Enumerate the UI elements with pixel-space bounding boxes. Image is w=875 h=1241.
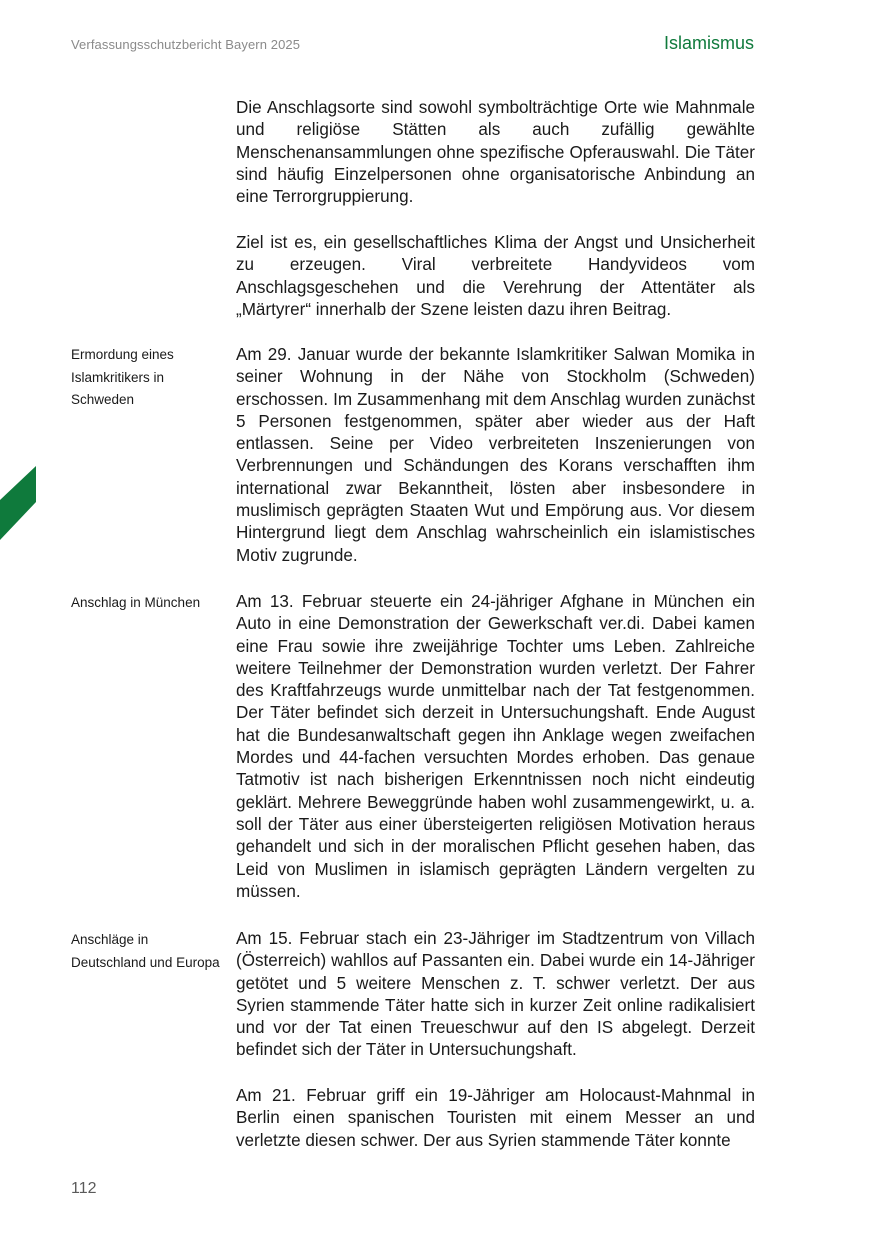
paragraph-berlin xyxy=(236,1085,755,1152)
paragraph-momika xyxy=(236,344,755,567)
paragraph-text: Die Anschlagsorte sind sowohl symbolträchtige Orte wie Mahnmale und religiöse Stätten als auch zufällig gewählte Menschenansammlungen ohne spezifische Opferauswahl. Die Täter sind häufig Einzelpersonen ohne organisatorische Anbindung an eine Terrorgruppierung. xyxy=(236,98,755,207)
margin-note-muenchen: Anschlag in München xyxy=(71,595,201,610)
margin-note-schweden: Ermordung eines Islamkritikers in Schweden xyxy=(71,347,174,407)
margin-note-europa: Anschläge in Deutschland und Europa xyxy=(71,932,220,970)
paragraph-text: Am 21. Februar griff ein 19-Jähriger am Holocaust-Mahnmal in Berlin einen spanischen Touristen mit einem Messer an und verletzte diesen schwer. Der aus Syrien stammende Täter konnte xyxy=(236,1086,755,1150)
running-header: Verfassungsschutzbericht Bayern 2025 xyxy=(71,37,301,52)
paragraph-text: Am 29. Januar wurde der bekannte Islamkritiker Salwan Momika in seiner Wohnung in der Nähe von Stockholm (Schweden) erschossen. Im Zusammenhang mit dem Anschlag wurden zunächst 5 Personen festgenommen, später aber wieder aus der Haft entlassen. Seine per Video verbreiteten Inszenierungen von Verbrennungen und Schändungen des Korans verschafften ihm international zwar Bekanntheit, lösten aber insbesondere in muslimisch geprägten Staaten Wut und Empörung aus. Vor diesem Hintergrund liegt dem Anschlag wahrscheinlich ein islamistisches Motiv zugrunde. xyxy=(236,345,755,565)
paragraph-anschlagsorte xyxy=(236,97,755,208)
paragraph-muenchen xyxy=(236,591,755,903)
paragraph-text: Am 15. Februar stach ein 23-Jähriger im Stadtzentrum von Villach (Österreich) wahllos auf Passanten ein. Dabei wurde ein 14-Jähriger getötet und 5 weitere Menschen z. T. schwer verletzt. Der aus Syrien stammende Täter hatte sich in kurzer Zeit online radikalisiert und vor der Tat einen Treueschwur auf den IS abgelegt. Derzeit befindet sich der Täter in Untersuchungshaft. xyxy=(236,929,755,1060)
paragraph-ziel xyxy=(236,232,755,321)
section-title: Islamismus xyxy=(663,33,754,53)
paragraph-villach xyxy=(236,928,755,1062)
chapter-tab-marker xyxy=(0,466,36,540)
paragraph-text: Am 13. Februar steuerte ein 24-jähriger Afghane in München ein Auto in eine Demonstration der Gewerkschaft ver.di. Dabei kamen eine Frau sowie ihre zweijährige Tochter ums Leben. Zahlreiche weitere Teilnehmer der Demonstration wurden verletzt. Der Fahrer des Kraftfahrzeugs wurde unmittelbar nach der Tat festgenommen. Der Täter befindet sich derzeit in Untersuchungshaft. Ende August hat die Bundesanwaltschaft gegen ihn Anklage wegen zweifachen Mordes und 44-fachen versuchten Mordes erhoben. Das genaue Tatmotiv ist nach bisherigen Erkenntnissen noch nicht eindeutig geklärt. Mehrere Beweggründe haben wohl zusammengewirkt, u. a. soll der Täter aus einer übersteigerten religiösen Motivation heraus gehandelt und sich in der moralischen Pflicht gesehen haben, das Leid von Muslimen in islamisch geprägten Ländern vergelten zu müssen. xyxy=(236,592,755,901)
paragraph-text: Ziel ist es, ein gesellschaftliches Klima der Angst und Unsicherheit zu erzeugen. Viral verbreitete Handyvideos vom Anschlagsgeschehen und die Verehrung der Attentäter als „Märtyrer“ innerhalb der Szene leisten dazu ihren Beitrag. xyxy=(236,233,755,319)
page-number: 112 xyxy=(71,1180,97,1197)
